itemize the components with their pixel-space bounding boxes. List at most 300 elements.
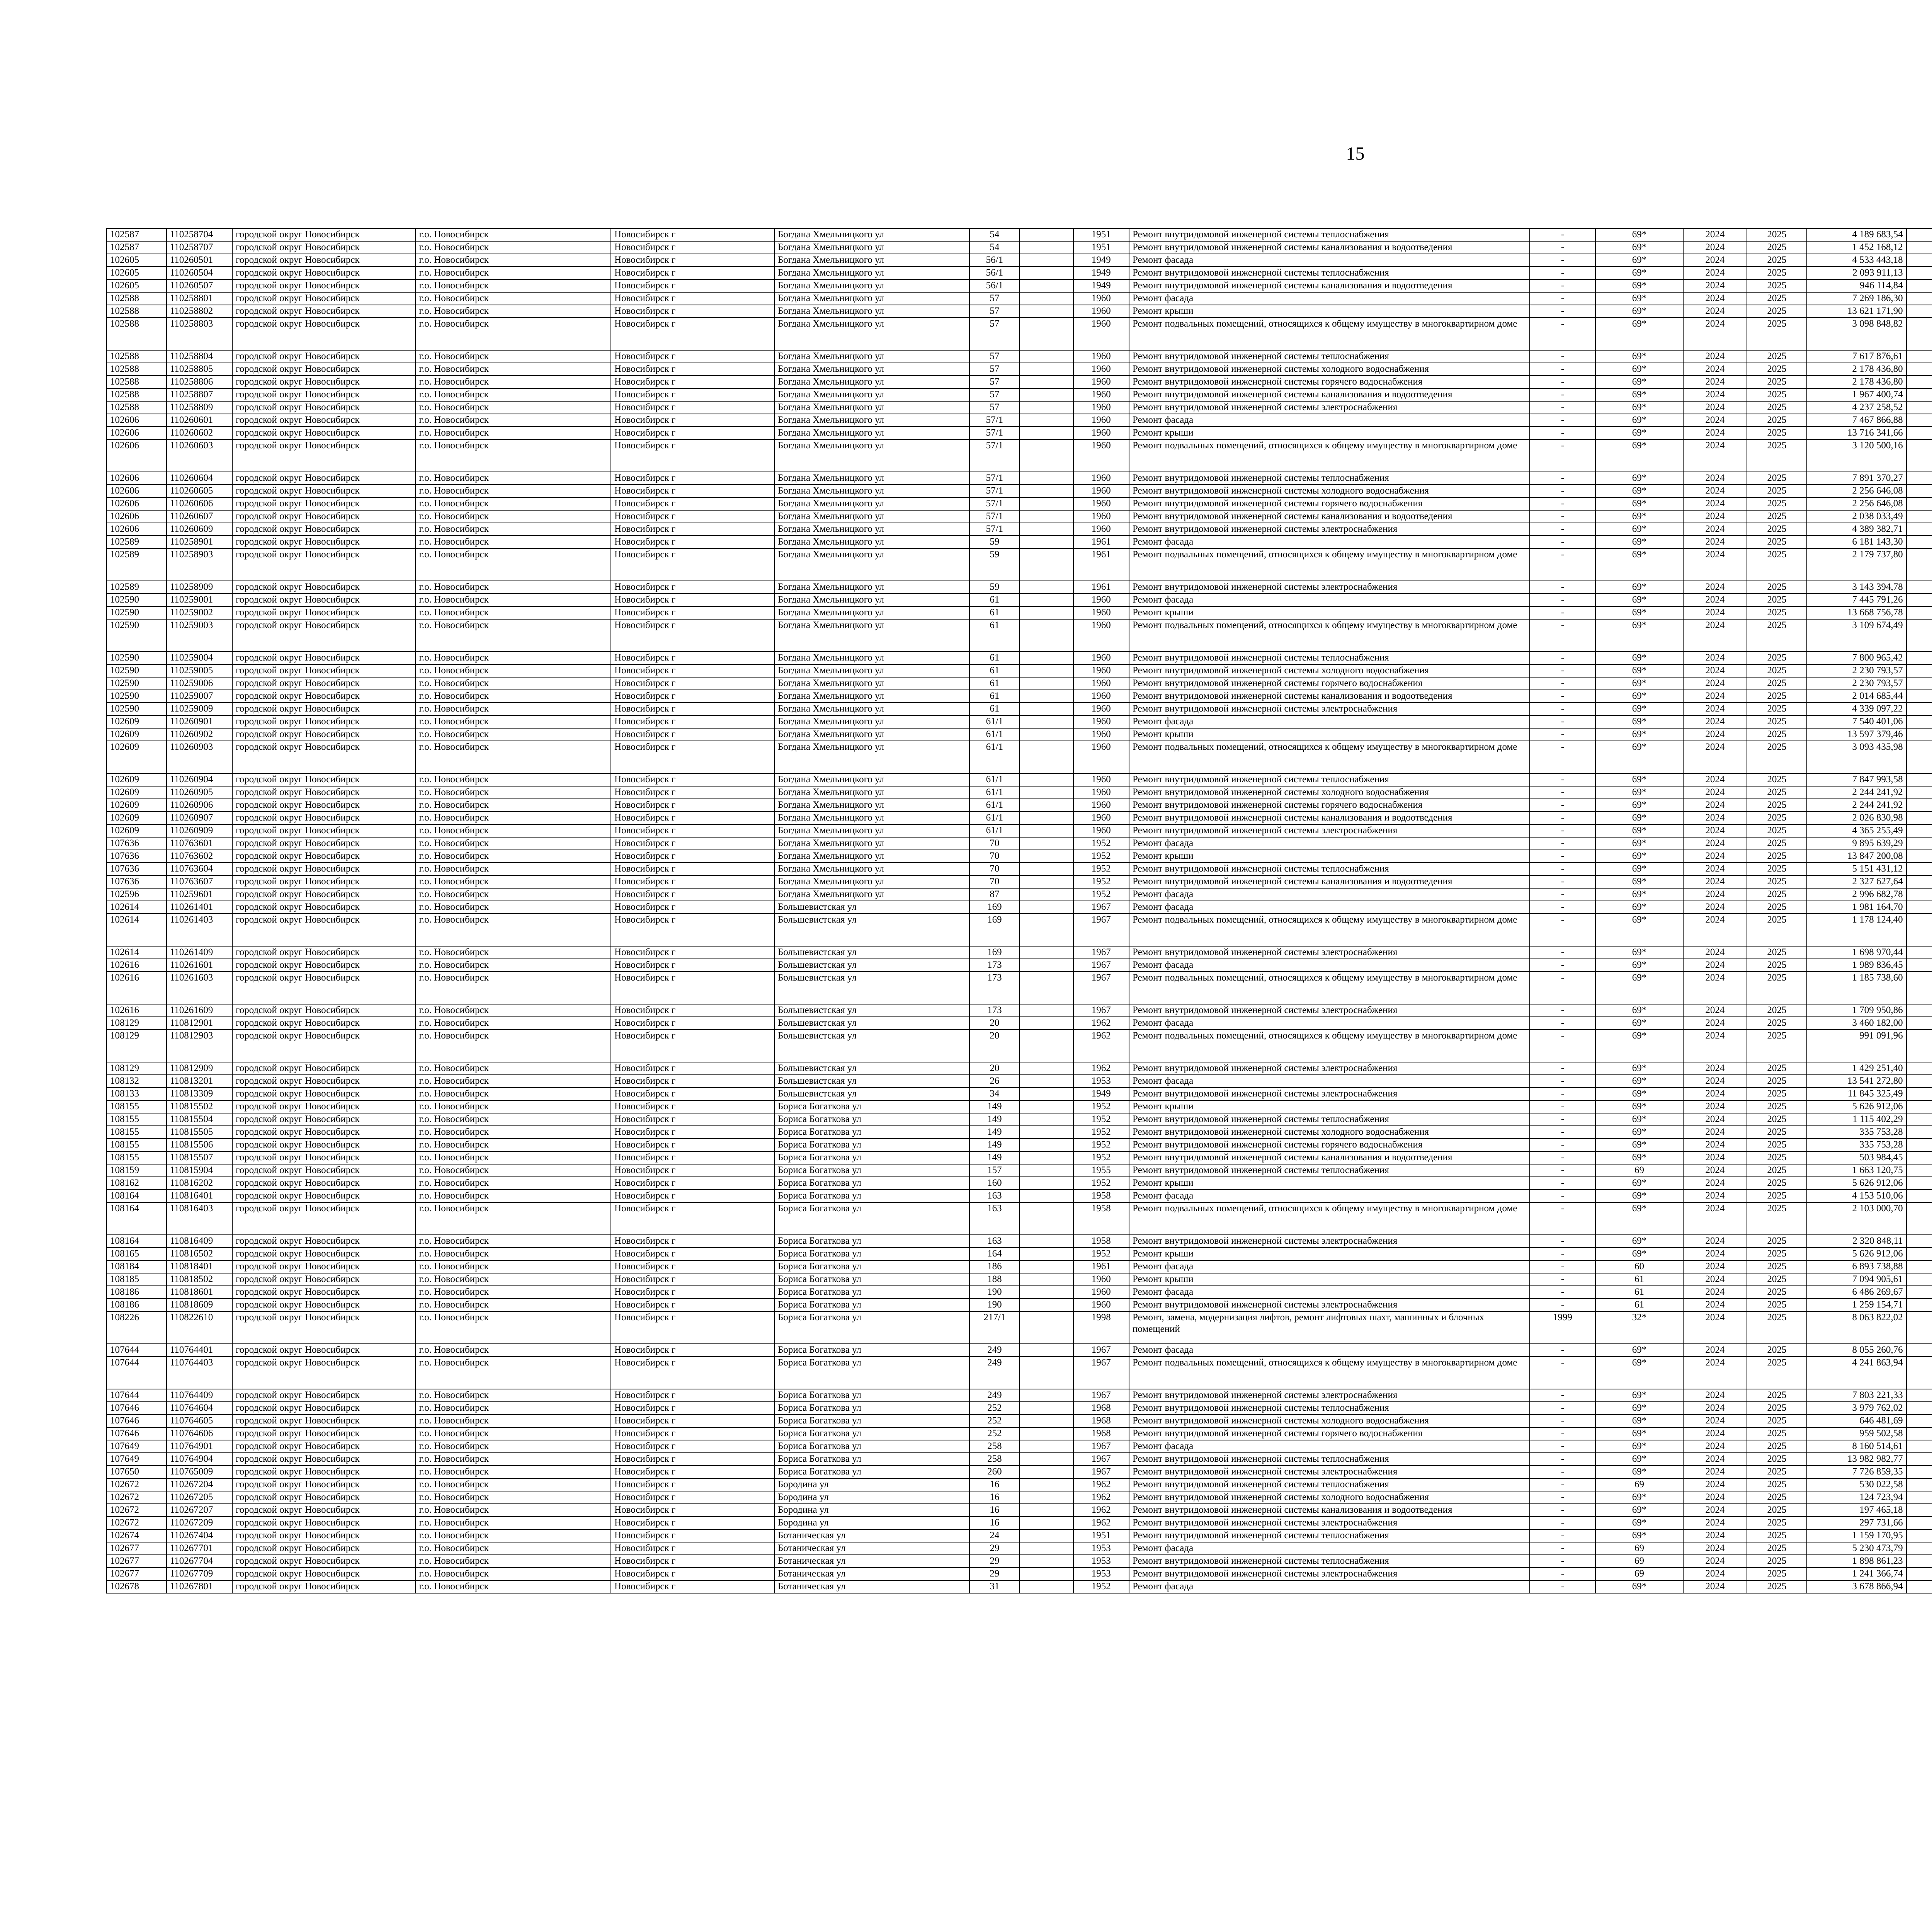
cell-settlement: Новосибирск г [611,875,774,888]
cell-municipality: городской округ Новосибирск [232,1030,416,1062]
cell-house-id: 102674 [107,1529,167,1542]
cell-start-year: 2024 [1683,594,1747,606]
cell-end-year: 2025 [1747,523,1807,536]
cell-fund-cost [1906,1555,1932,1568]
cell-house-id: 102590 [107,619,167,652]
cell-fund-cost [1906,812,1932,824]
cell-settlement: Новосибирск г [611,279,774,292]
cell-house-number: 61/1 [969,824,1019,837]
cell-year-built: 1960 [1073,376,1129,388]
cell-street: Богдана Хмельницкого ул [774,439,969,472]
cell-fund-cost [1906,472,1932,485]
cell-work-year: - [1530,581,1595,594]
cell-wear-percent: 61 [1595,1299,1683,1311]
cell-start-year: 2024 [1683,1389,1747,1402]
cell-street: Бориса Богаткова ул [774,1299,969,1311]
cell-work-type: Ремонт внутридомовой инженерной системы электроснабжения [1129,401,1530,414]
cell-street: Большевистская ул [774,1088,969,1100]
cell-fund-cost [1906,1357,1932,1389]
cell-building [1019,837,1073,850]
cell-work-type: Ремонт внутридомовой инженерной системы электроснабжения [1129,1088,1530,1100]
cell-year-built: 1960 [1073,773,1129,786]
cell-municipality: городской округ Новосибирск [232,812,416,824]
cell-building [1019,786,1073,799]
cell-settlement: Новосибирск г [611,267,774,279]
cell-wear-percent: 69* [1595,837,1683,850]
cell-wear-percent: 69* [1595,824,1683,837]
table-row [107,279,1932,292]
cell-total-cost: 13 541 272,80 [1807,1075,1906,1088]
cell-settlement: Новосибирск г [611,1440,774,1453]
cell-total-cost: 991 091,96 [1807,1030,1906,1062]
cell-street: Богдана Хмельницкого ул [774,536,969,548]
cell-street: Бориса Богаткова ул [774,1311,969,1344]
cell-city-district: г.о. Новосибирск [415,427,611,439]
cell-work-type: Ремонт внутридомовой инженерной системы канализования и водоотведения [1129,1504,1530,1517]
cell-building [1019,1273,1073,1286]
cell-start-year: 2024 [1683,376,1747,388]
cell-year-built: 1968 [1073,1415,1129,1427]
table-row [107,1389,1932,1402]
cell-year-built: 1998 [1073,1311,1129,1344]
cell-fund-cost [1906,414,1932,427]
cell-street: Богдана Хмельницкого ул [774,652,969,664]
cell-total-cost: 5 151 431,12 [1807,863,1906,875]
cell-work-type: Ремонт подвальных помещений, относящихся к общему имуществу в многоквартирном доме [1129,1030,1530,1062]
cell-record-id: 110258805 [167,363,232,376]
cell-record-id: 110260609 [167,523,232,536]
cell-work-type: Ремонт крыши [1129,606,1530,619]
cell-municipality: городской округ Новосибирск [232,946,416,959]
cell-street: Богдана Хмельницкого ул [774,875,969,888]
cell-building [1019,959,1073,972]
cell-street: Большевистская ул [774,959,969,972]
cell-settlement: Новосибирск г [611,1555,774,1568]
cell-house-number: 163 [969,1235,1019,1248]
cell-city-district: г.о. Новосибирск [415,1389,611,1402]
cell-end-year: 2025 [1747,497,1807,510]
table-row [107,472,1932,485]
cell-year-built: 1962 [1073,1030,1129,1062]
cell-end-year: 2025 [1747,619,1807,652]
cell-house-id: 102606 [107,523,167,536]
cell-start-year: 2024 [1683,523,1747,536]
cell-end-year: 2025 [1747,254,1807,267]
cell-start-year: 2024 [1683,652,1747,664]
cell-fund-cost [1906,241,1932,254]
cell-municipality: городской округ Новосибирск [232,1466,416,1478]
cell-work-type: Ремонт внутридомовой инженерной системы теплоснабжения [1129,472,1530,485]
cell-end-year: 2025 [1747,1580,1807,1593]
cell-start-year: 2024 [1683,439,1747,472]
cell-house-number: 61 [969,690,1019,703]
cell-house-number: 249 [969,1357,1019,1389]
cell-year-built: 1960 [1073,1299,1129,1311]
cell-street: Большевистская ул [774,914,969,946]
cell-settlement: Новосибирск г [611,1517,774,1529]
cell-settlement: Новосибирск г [611,427,774,439]
cell-house-number: 24 [969,1529,1019,1542]
table-row [107,1517,1932,1529]
cell-total-cost: 2 014 685,44 [1807,690,1906,703]
cell-wear-percent: 69 [1595,1555,1683,1568]
cell-start-year: 2024 [1683,606,1747,619]
cell-wear-percent: 69* [1595,606,1683,619]
cell-work-type: Ремонт фасада [1129,901,1530,914]
cell-start-year: 2024 [1683,715,1747,728]
cell-city-district: г.о. Новосибирск [415,414,611,427]
table-row [107,715,1932,728]
cell-start-year: 2024 [1683,401,1747,414]
cell-work-type: Ремонт внутридомовой инженерной системы электроснабжения [1129,1062,1530,1075]
cell-work-year: - [1530,959,1595,972]
table-row [107,914,1932,946]
cell-work-type: Ремонт подвальных помещений, относящихся к общему имуществу в многоквартирном доме [1129,439,1530,472]
cell-end-year: 2025 [1747,1555,1807,1568]
cell-total-cost: 7 891 370,27 [1807,472,1906,485]
cell-municipality: городской округ Новосибирск [232,824,416,837]
cell-record-id: 110764605 [167,1415,232,1427]
cell-municipality: городской округ Новосибирск [232,414,416,427]
cell-wear-percent: 69* [1595,292,1683,305]
cell-year-built: 1967 [1073,1453,1129,1466]
cell-year-built: 1967 [1073,972,1129,1004]
cell-house-id: 107644 [107,1389,167,1402]
cell-end-year: 2025 [1747,1075,1807,1088]
cell-end-year: 2025 [1747,510,1807,523]
cell-record-id: 110822610 [167,1311,232,1344]
cell-settlement: Новосибирск г [611,619,774,652]
cell-record-id: 110260607 [167,510,232,523]
cell-end-year: 2025 [1747,536,1807,548]
cell-street: Бориса Богаткова ул [774,1126,969,1139]
table-row [107,664,1932,677]
cell-settlement: Новосибирск г [611,1202,774,1235]
cell-work-year: - [1530,1260,1595,1273]
cell-start-year: 2024 [1683,972,1747,1004]
cell-settlement: Новосибирск г [611,439,774,472]
cell-city-district: г.о. Новосибирск [415,1311,611,1344]
cell-street: Богдана Хмельницкого ул [774,837,969,850]
cell-street: Бориса Богаткова ул [774,1466,969,1478]
cell-start-year: 2024 [1683,228,1747,241]
cell-wear-percent: 69* [1595,548,1683,581]
cell-street: Большевистская ул [774,1030,969,1062]
cell-start-year: 2024 [1683,1030,1747,1062]
cell-wear-percent: 69* [1595,1235,1683,1248]
cell-city-district: г.о. Новосибирск [415,1555,611,1568]
table-row [107,1504,1932,1517]
cell-house-id: 108164 [107,1202,167,1235]
cell-wear-percent: 69* [1595,388,1683,401]
cell-year-built: 1960 [1073,741,1129,773]
cell-city-district: г.о. Новосибирск [415,318,611,350]
cell-fund-cost [1906,1126,1932,1139]
cell-start-year: 2024 [1683,1017,1747,1030]
cell-record-id: 110260906 [167,799,232,812]
cell-fund-cost [1906,741,1932,773]
cell-record-id: 110258707 [167,241,232,254]
cell-wear-percent: 69* [1595,1126,1683,1139]
cell-work-type: Ремонт фасада [1129,292,1530,305]
cell-work-year: - [1530,875,1595,888]
cell-wear-percent: 69* [1595,414,1683,427]
cell-municipality: городской округ Новосибирск [232,741,416,773]
cell-wear-percent: 69* [1595,427,1683,439]
cell-settlement: Новосибирск г [611,472,774,485]
cell-building [1019,1504,1073,1517]
cell-start-year: 2024 [1683,888,1747,901]
table-row [107,497,1932,510]
cell-house-number: 61/1 [969,728,1019,741]
cell-total-cost: 4 241 863,94 [1807,1357,1906,1389]
cell-work-type: Ремонт фасада [1129,1440,1530,1453]
cell-total-cost: 7 094 905,61 [1807,1273,1906,1286]
cell-work-year: - [1530,1402,1595,1415]
cell-end-year: 2025 [1747,837,1807,850]
cell-start-year: 2024 [1683,1202,1747,1235]
cell-municipality: городской округ Новосибирск [232,652,416,664]
cell-house-id: 102614 [107,946,167,959]
cell-house-number: 258 [969,1453,1019,1466]
cell-year-built: 1960 [1073,1273,1129,1286]
cell-record-id: 110258806 [167,376,232,388]
cell-wear-percent: 69* [1595,510,1683,523]
cell-record-id: 110764604 [167,1402,232,1415]
cell-start-year: 2024 [1683,741,1747,773]
table-row [107,1030,1932,1062]
cell-total-cost: 4 153 510,06 [1807,1190,1906,1202]
cell-total-cost: 4 237 258,52 [1807,401,1906,414]
cell-wear-percent: 69* [1595,863,1683,875]
cell-building [1019,472,1073,485]
cell-wear-percent: 69* [1595,1113,1683,1126]
cell-municipality: городской округ Новосибирск [232,773,416,786]
cell-work-year: - [1530,703,1595,715]
table-row [107,228,1932,241]
cell-record-id: 110261609 [167,1004,232,1017]
cell-total-cost: 1 663 120,75 [1807,1164,1906,1177]
cell-total-cost: 2 256 646,08 [1807,485,1906,497]
cell-city-district: г.о. Новосибирск [415,1190,611,1202]
cell-work-year: - [1530,1466,1595,1478]
table-row [107,606,1932,619]
cell-work-year: - [1530,690,1595,703]
cell-house-id: 108186 [107,1299,167,1311]
cell-street: Бориса Богаткова ул [774,1190,969,1202]
cell-settlement: Новосибирск г [611,1286,774,1299]
cell-start-year: 2024 [1683,388,1747,401]
cell-street: Бориса Богаткова ул [774,1273,969,1286]
page-number: 15 [1346,143,1365,164]
cell-year-built: 1958 [1073,1235,1129,1248]
cell-end-year: 2025 [1747,664,1807,677]
cell-house-id: 102605 [107,267,167,279]
cell-municipality: городской округ Новосибирск [232,901,416,914]
cell-work-year: - [1530,619,1595,652]
cell-municipality: городской округ Новосибирск [232,690,416,703]
cell-municipality: городской округ Новосибирск [232,318,416,350]
cell-year-built: 1960 [1073,664,1129,677]
cell-city-district: г.о. Новосибирск [415,1164,611,1177]
cell-building [1019,1030,1073,1062]
cell-work-year: - [1530,1568,1595,1580]
cell-work-type: Ремонт внутридомовой инженерной системы горячего водоснабжения [1129,497,1530,510]
cell-start-year: 2024 [1683,1235,1747,1248]
cell-street: Богдана Хмельницкого ул [774,485,969,497]
cell-work-year: - [1530,1542,1595,1555]
cell-wear-percent: 69* [1595,946,1683,959]
cell-record-id: 110258804 [167,350,232,363]
cell-house-number: 186 [969,1260,1019,1273]
cell-start-year: 2024 [1683,1299,1747,1311]
cell-record-id: 110260507 [167,279,232,292]
cell-work-type: Ремонт внутридомовой инженерной системы канализования и водоотведения [1129,690,1530,703]
cell-city-district: г.о. Новосибирск [415,1491,611,1504]
cell-house-id: 102606 [107,414,167,427]
cell-municipality: городской округ Новосибирск [232,1440,416,1453]
cell-building [1019,1100,1073,1113]
cell-wear-percent: 69 [1595,1164,1683,1177]
cell-settlement: Новосибирск г [611,812,774,824]
cell-work-year: - [1530,1030,1595,1062]
cell-municipality: городской округ Новосибирск [232,241,416,254]
cell-end-year: 2025 [1747,1529,1807,1542]
cell-total-cost: 2 230 793,57 [1807,664,1906,677]
cell-settlement: Новосибирск г [611,1504,774,1517]
cell-end-year: 2025 [1747,594,1807,606]
cell-city-district: г.о. Новосибирск [415,228,611,241]
cell-house-id: 102589 [107,548,167,581]
cell-end-year: 2025 [1747,824,1807,837]
cell-fund-cost [1906,1100,1932,1113]
cell-street: Большевистская ул [774,1017,969,1030]
cell-street: Бориса Богаткова ул [774,1139,969,1151]
cell-house-id: 108155 [107,1139,167,1151]
cell-street: Богдана Хмельницкого ул [774,703,969,715]
cell-municipality: городской округ Новосибирск [232,594,416,606]
cell-start-year: 2024 [1683,414,1747,427]
cell-street: Бориса Богаткова ул [774,1164,969,1177]
cell-start-year: 2024 [1683,799,1747,812]
cell-total-cost: 9 895 639,29 [1807,837,1906,850]
cell-building [1019,401,1073,414]
cell-work-year: - [1530,1517,1595,1529]
cell-house-number: 56/1 [969,279,1019,292]
cell-building [1019,1491,1073,1504]
cell-fund-cost [1906,1088,1932,1100]
cell-end-year: 2025 [1747,741,1807,773]
cell-total-cost: 335 753,28 [1807,1126,1906,1139]
cell-fund-cost [1906,703,1932,715]
table-row [107,1260,1932,1273]
cell-street: Богдана Хмельницкого ул [774,523,969,536]
cell-work-type: Ремонт крыши [1129,305,1530,318]
cell-end-year: 2025 [1747,376,1807,388]
cell-street: Бородина ул [774,1517,969,1529]
cell-start-year: 2024 [1683,1504,1747,1517]
cell-street: Богдана Хмельницкого ул [774,581,969,594]
cell-street: Бориса Богаткова ул [774,1357,969,1389]
cell-settlement: Новосибирск г [611,1453,774,1466]
cell-municipality: городской округ Новосибирск [232,1415,416,1427]
cell-municipality: городской округ Новосибирск [232,799,416,812]
cell-street: Богдана Хмельницкого ул [774,786,969,799]
cell-work-year: - [1530,1235,1595,1248]
cell-record-id: 110815506 [167,1139,232,1151]
cell-house-number: 31 [969,1580,1019,1593]
table-row [107,1344,1932,1357]
cell-municipality: городской округ Новосибирск [232,267,416,279]
cell-work-type: Ремонт внутридомовой инженерной системы холодного водоснабжения [1129,363,1530,376]
cell-city-district: г.о. Новосибирск [415,241,611,254]
cell-wear-percent: 69* [1595,1344,1683,1357]
cell-house-id: 102590 [107,690,167,703]
cell-total-cost: 1 452 168,12 [1807,241,1906,254]
cell-building [1019,1344,1073,1357]
cell-street: Богдана Хмельницкого ул [774,863,969,875]
cell-start-year: 2024 [1683,1357,1747,1389]
cell-work-year: - [1530,1529,1595,1542]
cell-end-year: 2025 [1747,677,1807,690]
cell-work-type: Ремонт внутридомовой инженерной системы электроснабжения [1129,1466,1530,1478]
cell-wear-percent: 69* [1595,914,1683,946]
cell-settlement: Новосибирск г [611,1299,774,1311]
cell-building [1019,1357,1073,1389]
cell-municipality: городской округ Новосибирск [232,959,416,972]
cell-street: Богдана Хмельницкого ул [774,715,969,728]
cell-house-number: 57/1 [969,414,1019,427]
cell-city-district: г.о. Новосибирск [415,1478,611,1491]
cell-end-year: 2025 [1747,850,1807,863]
cell-year-built: 1962 [1073,1478,1129,1491]
cell-work-year: - [1530,1286,1595,1299]
cell-house-number: 29 [969,1568,1019,1580]
cell-record-id: 110815504 [167,1113,232,1126]
cell-street: Богдана Хмельницкого ул [774,850,969,863]
cell-work-year: - [1530,267,1595,279]
cell-year-built: 1960 [1073,305,1129,318]
cell-total-cost: 7 847 993,58 [1807,773,1906,786]
cell-house-number: 173 [969,972,1019,1004]
cell-house-number: 164 [969,1248,1019,1260]
cell-wear-percent: 60 [1595,1260,1683,1273]
cell-work-type: Ремонт подвальных помещений, относящихся к общему имуществу в многоквартирном доме [1129,741,1530,773]
cell-record-id: 110815507 [167,1151,232,1164]
cell-house-id: 102588 [107,363,167,376]
cell-start-year: 2024 [1683,472,1747,485]
cell-work-type: Ремонт крыши [1129,1248,1530,1260]
cell-fund-cost [1906,901,1932,914]
cell-building [1019,1555,1073,1568]
cell-municipality: городской округ Новосибирск [232,1402,416,1415]
cell-city-district: г.о. Новосибирск [415,799,611,812]
cell-house-id: 102587 [107,241,167,254]
cell-year-built: 1960 [1073,427,1129,439]
cell-building [1019,1542,1073,1555]
cell-municipality: городской округ Новосибирск [232,581,416,594]
cell-house-number: 149 [969,1139,1019,1151]
cell-total-cost: 1 241 366,74 [1807,1568,1906,1580]
cell-city-district: г.о. Новосибирск [415,548,611,581]
cell-city-district: г.о. Новосибирск [415,837,611,850]
cell-record-id: 110259006 [167,677,232,690]
cell-end-year: 2025 [1747,1491,1807,1504]
cell-house-id: 102606 [107,485,167,497]
cell-record-id: 110267205 [167,1491,232,1504]
cell-fund-cost [1906,959,1932,972]
cell-start-year: 2024 [1683,485,1747,497]
